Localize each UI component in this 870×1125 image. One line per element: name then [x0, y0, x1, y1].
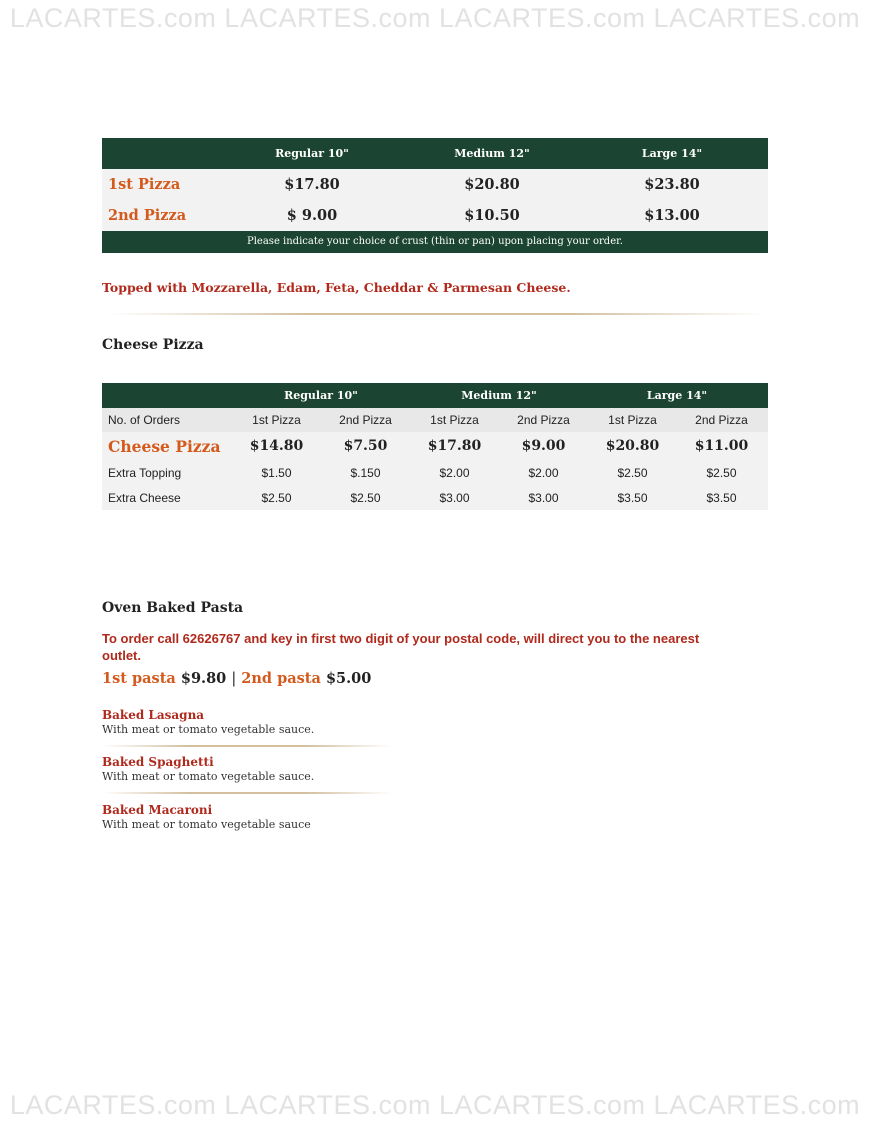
first-pasta-label: 1st pasta	[102, 670, 176, 687]
table-row	[102, 485, 768, 510]
order-instructions: To order call 62626767 and key in first two digit of your postal code, will direct you to the nearest outlet.	[102, 631, 700, 663]
first-pasta-price: $9.80	[180, 670, 227, 687]
pasta-heading: Oven Baked Pasta	[102, 600, 244, 616]
size-medium: Medium 12"	[461, 389, 537, 402]
item-name: Baked Spaghetti	[102, 755, 214, 769]
price-cell: $20.80	[605, 438, 660, 454]
watermark-top: LACARTES.com LACARTES.com LACARTES.com LACARTES.com	[9, 3, 861, 33]
divider	[102, 745, 392, 747]
column-header: 1st Pizza	[608, 413, 657, 427]
price-cell: $3.50	[706, 490, 737, 505]
size-regular: Regular 10"	[275, 147, 349, 160]
row-label: 2nd Pizza	[108, 207, 187, 224]
item-description: With meat or tomato vegetable sauce	[102, 818, 311, 831]
item-description: With meat or tomato vegetable sauce.	[102, 770, 315, 783]
price-cell: $ 9.00	[286, 207, 338, 224]
price-cell: $3.00	[528, 490, 559, 505]
row-label: Extra Cheese	[108, 490, 181, 505]
pasta-item-macaroni	[102, 803, 311, 832]
price-cell: $13.00	[644, 207, 700, 224]
price-cell: $2.50	[706, 465, 737, 480]
price-cell: $2.50	[350, 490, 381, 505]
second-pasta-label: 2nd pasta	[241, 670, 321, 687]
divider	[102, 792, 392, 794]
sub-header-row	[102, 408, 768, 432]
cheese-pizza-heading: Cheese Pizza	[102, 337, 204, 353]
cheese-pizza-table	[102, 383, 768, 510]
size-regular: Regular 10"	[284, 389, 358, 402]
price-cell: $2.00	[439, 465, 470, 480]
row-label: Cheese Pizza	[108, 436, 221, 456]
table-row	[102, 460, 768, 485]
price-cell: $20.80	[464, 176, 520, 193]
price-cell: $2.00	[528, 465, 559, 480]
size-large: Large 14"	[646, 389, 708, 402]
column-header: 1st Pizza	[430, 413, 479, 427]
divider	[110, 313, 765, 315]
size-medium: Medium 12"	[454, 147, 530, 160]
price-cell: $2.50	[261, 490, 292, 505]
item-name: Baked Lasagna	[102, 708, 205, 722]
row-label: 1st Pizza	[108, 176, 181, 193]
item-description: With meat or tomato vegetable sauce.	[102, 723, 315, 736]
price-cell: $14.80	[249, 438, 304, 454]
price-cell: $23.80	[644, 176, 700, 193]
watermark-bottom: LACARTES.com LACARTES.com LACARTES.com LACARTES.com	[9, 1090, 861, 1120]
item-name: Baked Macaroni	[102, 803, 213, 817]
price-cell: $17.80	[427, 438, 482, 454]
price-cell: $2.50	[617, 465, 648, 480]
size-header-row	[102, 138, 768, 169]
column-header: 2nd Pizza	[339, 413, 392, 427]
price-cell: $7.50	[343, 438, 388, 454]
size-header-row	[102, 383, 768, 408]
row-label: Extra Topping	[108, 465, 182, 480]
price-separator: |	[231, 671, 237, 687]
table-row	[102, 169, 768, 200]
table-row	[102, 432, 768, 460]
price-cell: $10.50	[464, 207, 520, 224]
pizza-price-table	[102, 138, 768, 253]
column-header: 2nd Pizza	[695, 413, 748, 427]
column-header: No. of Orders	[108, 413, 181, 427]
pasta-item-lasagna	[102, 708, 314, 737]
price-cell: $3.50	[617, 490, 648, 505]
column-header: 2nd Pizza	[517, 413, 570, 427]
column-header: 1st Pizza	[252, 413, 301, 427]
size-large: Large 14"	[641, 147, 703, 160]
price-cell: $9.00	[521, 438, 566, 454]
price-cell: $3.00	[439, 490, 470, 505]
second-pasta-price: $5.00	[325, 670, 372, 687]
price-cell: $11.00	[694, 438, 749, 454]
price-cell: $.150	[350, 465, 381, 480]
crust-note: Please indicate your choice of crust (thin or pan) upon placing your order.	[102, 231, 768, 253]
pasta-item-spaghetti	[102, 755, 314, 784]
price-cell: $17.80	[284, 176, 340, 193]
pasta-price-line	[102, 670, 371, 687]
price-cell: $1.50	[261, 465, 292, 480]
topping-description: Topped with Mozzarella, Edam, Feta, Cheddar & Parmesan Cheese.	[102, 280, 571, 295]
table-row	[102, 200, 768, 231]
